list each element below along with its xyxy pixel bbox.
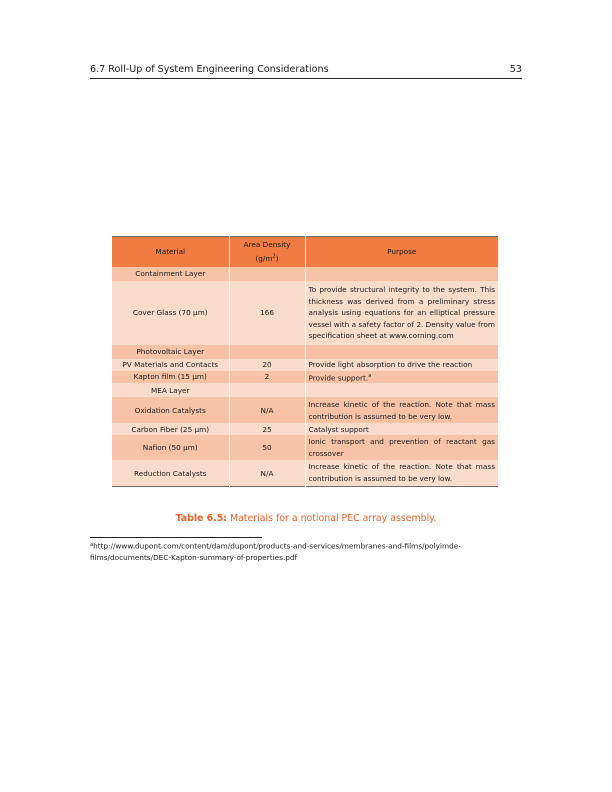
column-header-material: Material [112, 237, 229, 268]
material-cell: Reduction Catalysts [112, 460, 229, 487]
section-row [112, 267, 498, 281]
caption-text: Materials for a notional PEC array assembly. [230, 513, 437, 524]
table-row [112, 371, 498, 384]
purpose-cell: Provide support.$^a$ [305, 371, 498, 384]
section-row [112, 383, 498, 397]
section-label: MEA Layer [112, 383, 229, 397]
footnote [90, 540, 522, 564]
materials-table [112, 236, 498, 487]
material-cell: Cover Glass (70 µm) [112, 281, 229, 345]
material-cell: Nafion (50 µm) [112, 435, 229, 460]
purpose-cell: Ionic transport and prevention of reactant gas crossover [305, 435, 498, 460]
column-header-area-density [229, 237, 305, 268]
footnote-mark: a [90, 542, 94, 548]
purpose-cell: Increase kinetic of the reaction. Note that mass contribution is assumed to be very low. [305, 460, 498, 487]
table-row [112, 423, 498, 435]
page-number: 53 [509, 64, 522, 75]
table-row [112, 359, 498, 371]
density-cell: 166 [229, 281, 305, 345]
material-cell: Oxidation Catalysts [112, 397, 229, 423]
material-cell: Carbon Fiber (25 µm) [112, 423, 229, 435]
section-label: Photovoltaic Layer [112, 345, 229, 359]
footnote-url[interactable]: http://www.dupont.com/content/dam/dupont/products-and-services/membranes-and-films/polyimde-films/documents/DEC-Kapton-summary-of-properties.pdf [90, 541, 461, 562]
table-row [112, 397, 498, 423]
table-caption [90, 513, 522, 524]
caption-label: Table 6.5: [175, 513, 228, 524]
density-cell: N/A [229, 460, 305, 487]
purpose-cell: Provide light absorption to drive the reaction [305, 359, 498, 371]
purpose-cell: Increase kinetic of the reaction. Note that mass contribution is assumed to be very low. [305, 397, 498, 423]
density-cell: 50 [229, 435, 305, 460]
table-row [112, 281, 498, 345]
density-cell: 25 [229, 423, 305, 435]
section-title: 6.7 Roll-Up of System Engineering Considerations [90, 64, 329, 75]
material-cell: PV Materials and Contacts [112, 359, 229, 371]
density-cell: 20 [229, 359, 305, 371]
footnote-divider [90, 537, 262, 538]
area-density-label: Area Density [243, 239, 291, 249]
density-cell: 2 [229, 371, 305, 384]
purpose-cell: To provide structural integrity to the system. This thickness was derived from a preliminary stress analysis using equations for an elliptical pressure vessel with a safety factor of 2. Density value from specification sheet at www.corning.com [305, 281, 498, 345]
table-header-row [112, 237, 498, 268]
table-row [112, 460, 498, 487]
column-header-purpose: Purpose [305, 237, 498, 268]
area-density-unit: $(g/m^2)$ [255, 253, 279, 264]
density-cell: N/A [229, 397, 305, 423]
footnote-reference[interactable]: a [368, 372, 372, 379]
table-row [112, 435, 498, 460]
running-header [90, 62, 522, 79]
section-label: Containment Layer [112, 267, 229, 281]
material-cell: Kapton film (15 µm) [112, 371, 229, 384]
purpose-cell: Catalyst support [305, 423, 498, 435]
section-row [112, 345, 498, 359]
